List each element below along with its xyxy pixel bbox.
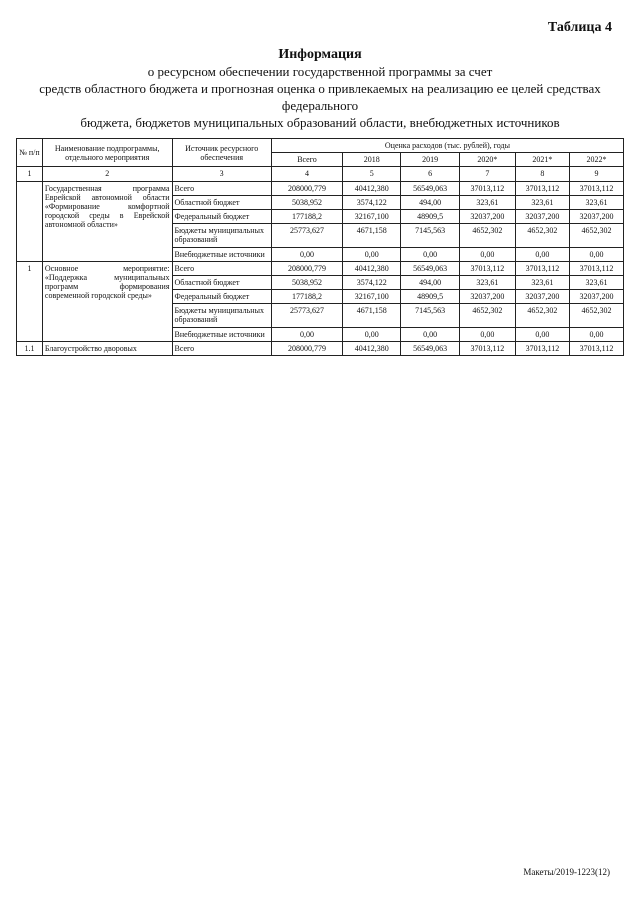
amount-cell: 32037,200 [569, 290, 623, 304]
header-row [17, 139, 624, 153]
amount-cell: 37013,112 [459, 181, 515, 195]
table-row [17, 341, 624, 355]
amount-cell: 37013,112 [515, 261, 569, 275]
amount-cell: 7145,563 [401, 304, 459, 327]
index-cell: 8 [515, 167, 569, 181]
title-line-3: средств областного бюджета и прогнозная оценка о привлекаемых на реализацию ее целей средствах федерального [39, 81, 601, 113]
amount-cell: 4652,302 [515, 304, 569, 327]
header-year: 2022* [569, 153, 623, 167]
funding-source: Областной бюджет [172, 195, 271, 209]
amount-cell: 56549,063 [401, 341, 459, 355]
amount-cell: 37013,112 [569, 261, 623, 275]
index-cell: 4 [271, 167, 342, 181]
amount-cell: 323,61 [459, 275, 515, 289]
amount-cell: 323,61 [515, 195, 569, 209]
program-name: Благоустройство дворовых [42, 341, 172, 355]
header-estimate: Оценка расходов (тыс. рублей), годы [271, 139, 623, 153]
index-cell: 6 [401, 167, 459, 181]
amount-cell: 323,61 [515, 275, 569, 289]
amount-cell: 4671,158 [343, 224, 401, 247]
amount-cell: 0,00 [459, 247, 515, 261]
header-year: 2021* [515, 153, 569, 167]
amount-cell: 25773,627 [271, 224, 342, 247]
funding-source: Федеральный бюджет [172, 290, 271, 304]
table-body [17, 181, 624, 355]
amount-cell: 48909,5 [401, 209, 459, 223]
amount-cell: 56549,063 [401, 181, 459, 195]
table-row [17, 261, 624, 275]
amount-cell: 0,00 [459, 327, 515, 341]
amount-cell: 40412,380 [343, 341, 401, 355]
header-no: № п/п [17, 139, 43, 167]
amount-cell: 5038,952 [271, 275, 342, 289]
amount-cell: 37013,112 [459, 261, 515, 275]
title-heading: Информация [278, 47, 362, 62]
resource-table [16, 138, 624, 356]
funding-source: Бюджеты муниципальных образований [172, 304, 271, 327]
amount-cell: 4652,302 [459, 304, 515, 327]
document-title [30, 46, 610, 132]
program-name: Основное мероприятие: «Поддержка муниципальных программ формирования современной городской среды» [42, 261, 172, 341]
amount-cell: 3574,122 [343, 195, 401, 209]
table-number: Таблица 4 [547, 20, 612, 35]
amount-cell: 7145,563 [401, 224, 459, 247]
amount-cell: 40412,380 [343, 261, 401, 275]
amount-cell: 4671,158 [343, 304, 401, 327]
header-name: Наименование подпрограммы, отдельного мероприятия [42, 139, 172, 167]
index-cell: 3 [172, 167, 271, 181]
amount-cell: 4652,302 [569, 304, 623, 327]
amount-cell: 177188,2 [271, 290, 342, 304]
amount-cell: 32167,100 [343, 290, 401, 304]
amount-cell: 32037,200 [459, 290, 515, 304]
funding-source: Областной бюджет [172, 275, 271, 289]
amount-cell: 32037,200 [515, 209, 569, 223]
amount-cell: 494,00 [401, 275, 459, 289]
amount-cell: 0,00 [401, 327, 459, 341]
amount-cell: 208000,779 [271, 181, 342, 195]
amount-cell: 0,00 [401, 247, 459, 261]
funding-source: Федеральный бюджет [172, 209, 271, 223]
amount-cell: 37013,112 [569, 181, 623, 195]
index-cell: 9 [569, 167, 623, 181]
title-line-2: о ресурсном обеспечении государственной программы за счет [147, 64, 493, 80]
funding-source: Всего [172, 261, 271, 275]
amount-cell: 32037,200 [515, 290, 569, 304]
amount-cell: 32037,200 [459, 209, 515, 223]
index-cell: 2 [42, 167, 172, 181]
amount-cell: 56549,063 [401, 261, 459, 275]
amount-cell: 4652,302 [459, 224, 515, 247]
funding-source: Внебюджетные источники [172, 247, 271, 261]
header-year: Всего [271, 153, 342, 167]
amount-cell: 37013,112 [569, 341, 623, 355]
program-name: Государственная программа Еврейской автономной области «Формирование комфортной городской среды в Еврейской автономной области» [42, 181, 172, 261]
amount-cell: 37013,112 [515, 181, 569, 195]
amount-cell: 40412,380 [343, 181, 401, 195]
amount-cell: 0,00 [569, 327, 623, 341]
amount-cell: 177188,2 [271, 209, 342, 223]
amount-cell: 37013,112 [459, 341, 515, 355]
funding-source: Всего [172, 341, 271, 355]
header-year: 2018 [343, 153, 401, 167]
funding-source: Бюджеты муниципальных образований [172, 224, 271, 247]
header-year: 2020* [459, 153, 515, 167]
amount-cell: 0,00 [343, 247, 401, 261]
amount-cell: 323,61 [569, 275, 623, 289]
amount-cell: 323,61 [459, 195, 515, 209]
footer-code: Макеты/2019-1223(12) [523, 867, 610, 877]
amount-cell: 0,00 [271, 247, 342, 261]
amount-cell: 208000,779 [271, 261, 342, 275]
amount-cell: 37013,112 [515, 341, 569, 355]
index-cell: 7 [459, 167, 515, 181]
index-row [17, 167, 624, 181]
amount-cell: 0,00 [515, 327, 569, 341]
amount-cell: 494,00 [401, 195, 459, 209]
amount-cell: 4652,302 [515, 224, 569, 247]
header-source: Источник ресурсного обеспечения [172, 139, 271, 167]
amount-cell: 4652,302 [569, 224, 623, 247]
row-number: 1 [17, 261, 43, 341]
row-number: 1.1 [17, 341, 43, 355]
amount-cell: 0,00 [343, 327, 401, 341]
amount-cell: 32167,100 [343, 209, 401, 223]
header-year: 2019 [401, 153, 459, 167]
amount-cell: 32037,200 [569, 209, 623, 223]
amount-cell: 208000,779 [271, 341, 342, 355]
index-cell: 1 [17, 167, 43, 181]
index-cell: 5 [343, 167, 401, 181]
title-line-4: бюджета, бюджетов муниципальных образований области, внебюджетных источников [80, 114, 560, 130]
amount-cell: 0,00 [569, 247, 623, 261]
amount-cell: 5038,952 [271, 195, 342, 209]
amount-cell: 48909,5 [401, 290, 459, 304]
funding-source: Внебюджетные источники [172, 327, 271, 341]
amount-cell: 0,00 [271, 327, 342, 341]
amount-cell: 323,61 [569, 195, 623, 209]
row-number [17, 181, 43, 261]
funding-source: Всего [172, 181, 271, 195]
table-row [17, 181, 624, 195]
amount-cell: 3574,122 [343, 275, 401, 289]
amount-cell: 25773,627 [271, 304, 342, 327]
amount-cell: 0,00 [515, 247, 569, 261]
